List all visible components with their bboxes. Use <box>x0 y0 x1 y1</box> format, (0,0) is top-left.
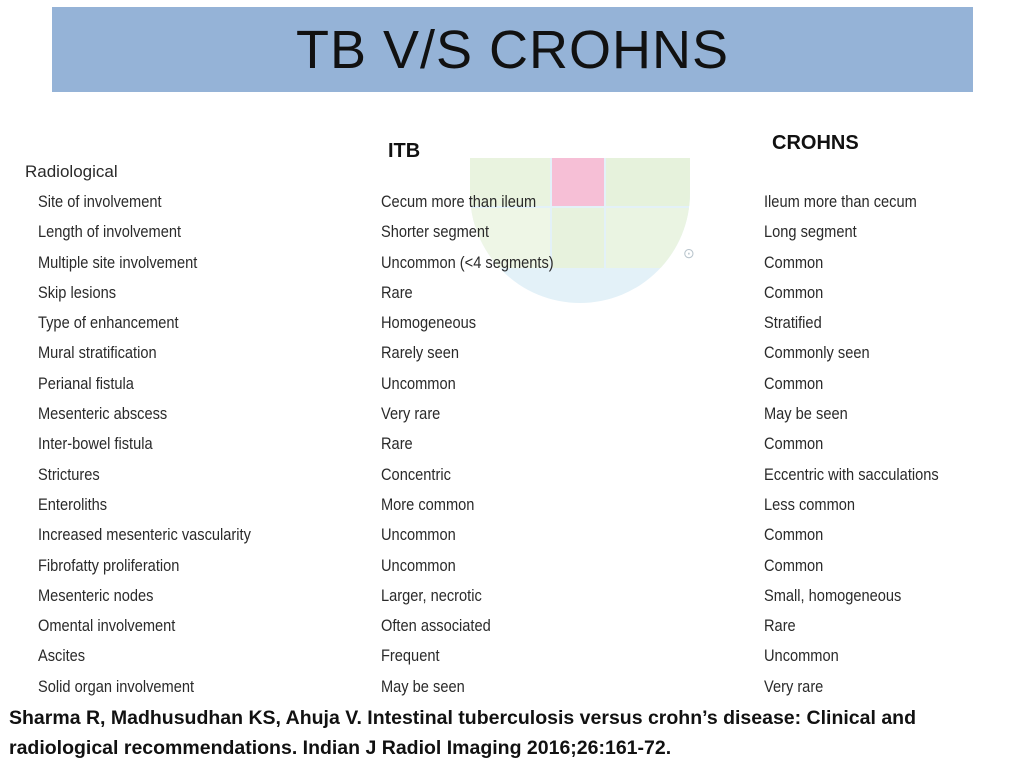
table-row <box>0 612 1024 642</box>
crohns-cell: Common <box>764 373 824 393</box>
itb-cell: Rarely seen <box>381 343 460 363</box>
feature-cell: Mesenteric abscess <box>38 404 168 424</box>
itb-cell: Often associated <box>381 616 491 636</box>
citation: Sharma R, Madhusudhan KS, Ahuja V. Intestinal tuberculosis versus crohn’s disease: Clinical and radiological recommendations. Indian J Radiol Imaging 2016;26:161-72. <box>9 707 916 759</box>
itb-cell: Larger, necrotic <box>381 585 482 605</box>
feature-cell: Length of involvement <box>38 222 182 242</box>
table-row <box>0 188 1024 218</box>
itb-cell: Concentric <box>381 464 451 484</box>
itb-cell: Uncommon <box>381 525 456 545</box>
crohns-cell: Very rare <box>764 676 824 696</box>
table-row <box>0 370 1024 400</box>
itb-cell: More common <box>381 494 475 514</box>
crohns-cell: May be seen <box>764 404 848 424</box>
table-row <box>0 218 1024 248</box>
feature-cell: Skip lesions <box>38 282 117 302</box>
feature-cell: Omental involvement <box>38 616 176 636</box>
feature-cell: Solid organ involvement <box>38 676 195 696</box>
table-row <box>0 309 1024 339</box>
crohns-cell: Stratified <box>764 313 822 333</box>
table-row <box>0 249 1024 279</box>
table-row <box>0 430 1024 460</box>
itb-cell: Frequent <box>381 646 440 666</box>
itb-cell: May be seen <box>381 676 465 696</box>
table-row <box>0 673 1024 703</box>
crohns-cell: Less common <box>764 494 856 514</box>
comparison-table <box>0 188 1024 703</box>
crohns-cell: Small, homogeneous <box>764 585 902 605</box>
table-row <box>0 521 1024 551</box>
feature-cell: Fibrofatty proliferation <box>38 555 180 575</box>
section-heading: Radiological <box>25 162 118 181</box>
crohns-cell: Common <box>764 555 824 575</box>
crohns-cell: Commonly seen <box>764 343 870 363</box>
watermark-mark-icon: ⊙ <box>683 245 695 261</box>
feature-cell: Multiple site involvement <box>38 252 198 272</box>
feature-cell: Increased mesenteric vascularity <box>38 525 251 545</box>
column-header-itb: ITB <box>388 140 421 162</box>
itb-cell: Shorter segment <box>381 222 490 242</box>
crohns-cell: Long segment <box>764 222 857 242</box>
table-row <box>0 400 1024 430</box>
crohns-cell: Eccentric with sacculations <box>764 464 939 484</box>
itb-cell: Uncommon <box>381 555 456 575</box>
table-row <box>0 461 1024 491</box>
crohns-cell: Ileum more than cecum <box>764 192 917 211</box>
title-bar <box>52 7 973 92</box>
feature-cell: Site of involvement <box>38 192 162 211</box>
table-row <box>0 582 1024 612</box>
table-row <box>0 279 1024 309</box>
table-row <box>0 642 1024 672</box>
feature-cell: Mural stratification <box>38 343 157 363</box>
crohns-cell: Uncommon <box>764 646 839 666</box>
column-header-crohns: CROHNS <box>772 132 859 154</box>
feature-cell: Strictures <box>38 464 100 484</box>
itb-cell: Uncommon <box>381 373 456 393</box>
feature-cell: Ascites <box>38 646 86 666</box>
itb-cell: Uncommon (<4 segments) <box>381 252 554 272</box>
crohns-cell: Common <box>764 252 824 272</box>
feature-cell: Enteroliths <box>38 494 108 514</box>
slide-title: TB V/S CROHNS <box>295 19 730 80</box>
feature-cell: Perianal fistula <box>38 373 134 393</box>
crohns-cell: Rare <box>764 616 796 636</box>
itb-cell: Rare <box>381 434 413 454</box>
itb-cell: Cecum more than ileum <box>381 192 537 211</box>
table-row <box>0 552 1024 582</box>
table-row <box>0 339 1024 369</box>
feature-cell: Type of enhancement <box>38 313 179 333</box>
table-row <box>0 491 1024 521</box>
itb-cell: Very rare <box>381 404 441 424</box>
itb-cell: Rare <box>381 282 413 302</box>
crohns-cell: Common <box>764 434 824 454</box>
feature-cell: Inter-bowel fistula <box>38 434 153 454</box>
itb-cell: Homogeneous <box>381 313 477 333</box>
crohns-cell: Common <box>764 525 824 545</box>
feature-cell: Mesenteric nodes <box>38 585 154 605</box>
crohns-cell: Common <box>764 282 824 302</box>
